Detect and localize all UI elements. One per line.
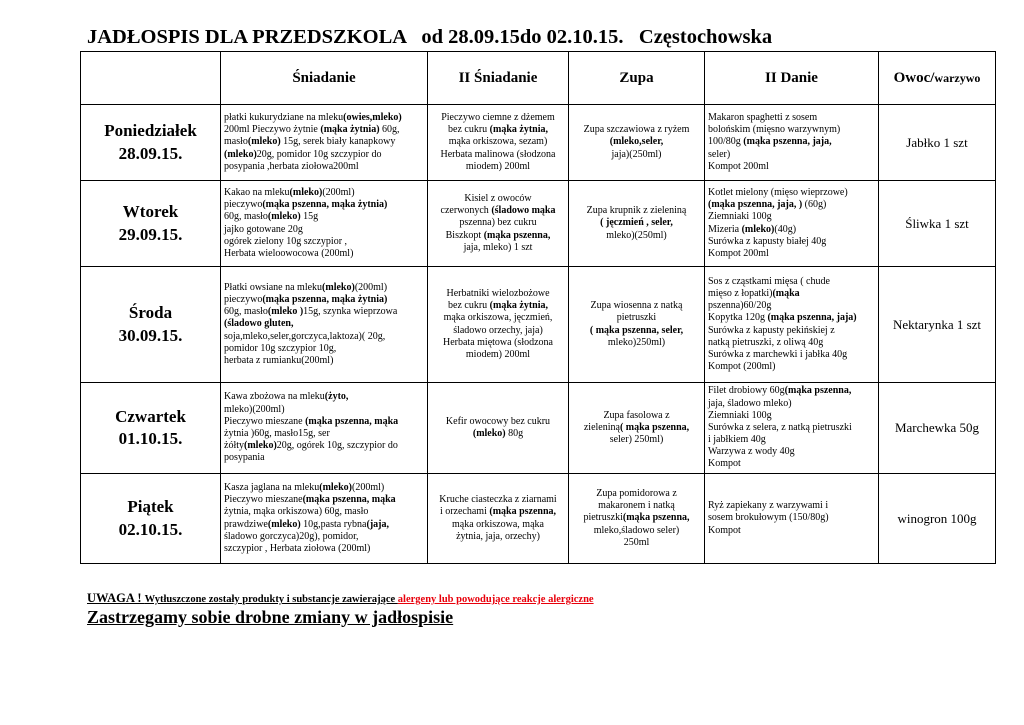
- day-name: Środa: [128, 303, 173, 323]
- menu-line: Kasza jaglana na mleku(mleko)(200ml): [224, 481, 385, 493]
- day-cell: [81, 474, 221, 564]
- soup-cell: [569, 105, 705, 181]
- menu-line: 60g, masło(mleko) 15g: [224, 211, 319, 223]
- menu-line: jajko gotowane 20g: [224, 223, 303, 235]
- menu-line: Warzywa z wody 40g: [708, 446, 795, 458]
- menu-line: i jabłkiem 40g: [708, 434, 766, 446]
- second-course-cell: [705, 474, 879, 564]
- menu-line: mleko)(200ml): [224, 403, 285, 415]
- allergen-warning: [87, 591, 594, 606]
- menu-line: Pieczywo ciemne z dżemem: [441, 112, 555, 124]
- menu-line: ( mąka pszenna, seler,: [589, 324, 684, 336]
- menu-line: pietruszki(mąka pszenna,: [583, 512, 690, 524]
- day-date: 29.09.15.: [118, 224, 183, 244]
- menu-line: Pieczywo mieszane(mąka pszenna, mąka: [224, 494, 396, 506]
- header-fruit-main: Owoc/: [893, 69, 935, 86]
- menu-line: 200ml Pieczywo żytnie (mąka żytnia) 60g,: [224, 124, 400, 136]
- menu-line: Kopytka 120g (mąka pszenna, jaja): [708, 312, 857, 324]
- menu-line: Sos z cząstkami mięsa ( chude: [708, 275, 830, 287]
- menu-line: Kakao na mleku(mleko)(200ml): [224, 186, 355, 198]
- menu-line: Kisiel z owoców: [464, 193, 532, 205]
- menu-line: mąka orkiszowa, mąka: [452, 518, 544, 530]
- header-fruit-small: warzywo: [934, 70, 981, 85]
- breakfast-cell: [221, 181, 428, 267]
- menu-line: jaja, mleko) 1 szt: [463, 241, 533, 253]
- menu-line: mleko)250ml): [607, 336, 666, 348]
- menu-line: zieleniną( mąka pszenna,: [583, 421, 690, 433]
- menu-line: czerwonych (śladowo mąka: [440, 205, 556, 217]
- menu-line: Kefir owocowy bez cukru: [445, 415, 551, 427]
- menu-line: natką pietruszki, z oliwą 40g: [708, 336, 824, 348]
- header-day: [81, 52, 221, 105]
- menu-line: płatki kukurydziane na mleku(owies,mleko): [224, 112, 402, 124]
- day-cell: [81, 105, 221, 181]
- menu-line: ogórek zielony 10g szczypior ,: [224, 235, 348, 247]
- menu-line: miodem) 200ml: [465, 348, 531, 360]
- menu-line: prawdziwe(mleko) 10g,pasta rybna(jaja,: [224, 518, 389, 530]
- menu-line: żytnia, mąka orkiszowa) 60g, masło: [224, 506, 369, 518]
- menu-line: Pieczywo mieszane (mąka pszenna, mąka: [224, 415, 399, 427]
- menu-line: pszenna)60/20g: [708, 300, 772, 312]
- menu-line: mięso z łopatki)(mąka: [708, 287, 800, 299]
- menu-line: i orzechami (mąka pszenna,: [439, 506, 557, 518]
- menu-line: Kompot: [708, 524, 741, 536]
- soup-cell: [569, 181, 705, 267]
- second-breakfast-cell: [428, 181, 569, 267]
- menu-line: żytnia, jaja, orzechy): [456, 530, 540, 542]
- menu-line: Makaron spaghetti z sosem: [708, 112, 818, 124]
- menu-line: 250ml: [623, 536, 650, 548]
- menu-line: pieczywo(mąka pszenna, mąka żytnia): [224, 294, 388, 306]
- breakfast-cell: [221, 267, 428, 383]
- menu-line: Ziemniaki 100g: [708, 409, 772, 421]
- menu-line: Ziemniaki 100g: [708, 211, 772, 223]
- menu-line: ( jęczmień , seler,: [600, 217, 673, 229]
- table-row: [81, 474, 996, 564]
- day-name: Piątek: [127, 497, 174, 517]
- header-row: [81, 52, 996, 105]
- fruit-cell: Śliwka 1 szt: [879, 181, 996, 267]
- menu-line: Kompot: [708, 458, 741, 470]
- menu-line: bolońskim (mięsno warzywnym): [708, 124, 841, 136]
- menu-line: (mąka pszenna, jaja, ) (60g): [708, 199, 827, 211]
- menu-line: jaja, śladowo mleko): [708, 397, 792, 409]
- menu-line: pszenna) bez cukru: [459, 217, 537, 229]
- warning-label: UWAGA !: [87, 591, 145, 605]
- warning-highlight: alergeny lub powodujące reakcje alergiczne: [397, 594, 594, 605]
- menu-line: Herbata wieloowocowa (200ml): [224, 247, 354, 259]
- second-course-cell: [705, 105, 879, 181]
- menu-line: seler) 250ml): [609, 434, 664, 446]
- menu-line: Surówka z marchewki i jabłka 40g: [708, 348, 848, 360]
- menu-line: Herbata malinowa (słodzona: [440, 148, 556, 160]
- menu-line: Zupa szczawiowa z ryżem: [583, 124, 690, 136]
- menu-line: (mleko) 80g: [472, 428, 524, 439]
- second-breakfast-cell: [428, 474, 569, 564]
- header-breakfast: Śniadanie: [221, 52, 428, 105]
- menu-line: Surówka z kapusty białej 40g: [708, 235, 827, 247]
- day-cell: [81, 267, 221, 383]
- day-date: 02.10.15.: [118, 519, 183, 539]
- fruit-cell: Marchewka 50g: [879, 383, 996, 474]
- menu-line: Płatki owsiane na mleku(mleko)(200ml): [224, 281, 388, 293]
- menu-line: miodem) 200ml: [465, 160, 531, 172]
- table-row: [81, 383, 996, 474]
- fruit-cell: Nektarynka 1 szt: [879, 267, 996, 383]
- second-course-cell: [705, 181, 879, 267]
- menu-line: Zupa krupnik z zieleniną: [586, 205, 687, 217]
- second-course-cell: [705, 267, 879, 383]
- menu-line: mąka orkiszowa, jęczmień,: [443, 312, 553, 324]
- day-date: 30.09.15.: [118, 325, 183, 345]
- menu-line: Herbatniki wielozbożowe: [446, 287, 550, 299]
- menu-line: mleko)(250ml): [606, 229, 667, 241]
- menu-line: (mleko,seler,: [609, 136, 664, 148]
- menu-line: Zupa pomidorowa z: [596, 488, 677, 500]
- breakfast-cell: [221, 383, 428, 474]
- table-row: [81, 267, 996, 383]
- warning-text: Wytłuszczone zostały produkty i substancje zawierające: [144, 594, 398, 605]
- soup-cell: [569, 383, 705, 474]
- breakfast-cell: [221, 105, 428, 181]
- second-breakfast-cell: [428, 105, 569, 181]
- menu-line: pietruszki: [616, 312, 657, 324]
- menu-line: posypania: [224, 452, 265, 464]
- day-name: Wtorek: [122, 202, 179, 222]
- menu-line: Herbata miętowa (słodzona: [443, 336, 553, 348]
- table-row: [81, 181, 996, 267]
- reservation-note: Zastrzegamy sobie drobne zmiany w jadłospisie: [87, 607, 454, 627]
- soup-cell: [569, 267, 705, 383]
- day-name: Czwartek: [115, 406, 186, 426]
- menu-line: Filet drobiowy 60g(mąka pszenna,: [708, 385, 852, 397]
- menu-line: makaronem i natką: [598, 500, 675, 512]
- day-date: 28.09.15.: [118, 143, 183, 163]
- menu-line: żółty(mleko)20g, ogórek 10g, szczypior do: [224, 440, 398, 452]
- second-breakfast-cell: [428, 383, 569, 474]
- fruit-cell: winogron 100g: [879, 474, 996, 564]
- menu-table: [80, 51, 996, 564]
- menu-line: pomidor 10g szczypior 10g,: [224, 342, 337, 354]
- menu-line: Surówka z kapusty pekińskiej z: [708, 324, 835, 336]
- menu-line: (mleko)20g, pomidor 10g szczypior do: [224, 148, 382, 160]
- menu-line: sosem brokułowym (150/80g): [708, 512, 829, 524]
- menu-line: Zupa wiosenna z natką: [590, 300, 683, 312]
- menu-line: posypania ,herbata ziołowa200ml: [224, 160, 359, 172]
- menu-line: Kompot (200ml): [708, 361, 776, 373]
- soup-cell: [569, 474, 705, 564]
- second-course-cell: [705, 383, 879, 474]
- menu-line: Kompot 200ml: [708, 160, 769, 172]
- menu-line: Kotlet mielony (mięso wieprzowe): [708, 186, 848, 198]
- menu-line: Ryż zapiekany z warzywami i: [708, 500, 829, 512]
- menu-line: bez cukru (mąka żytnia,: [448, 124, 548, 136]
- menu-line: Kompot 200ml: [708, 247, 769, 259]
- menu-line: żytnia )60g, masło15g, ser: [224, 428, 330, 439]
- breakfast-cell: [221, 474, 428, 564]
- menu-line: herbata z rumianku(200ml): [224, 354, 334, 366]
- day-cell: [81, 383, 221, 474]
- menu-line: śladowo orzechy, jaja): [453, 324, 543, 336]
- menu-line: Zupa fasolowa z: [603, 409, 670, 421]
- fruit-cell: Jabłko 1 szt: [879, 105, 996, 181]
- day-cell: [81, 181, 221, 267]
- menu-line: seler): [708, 148, 731, 160]
- menu-line: Kruche ciasteczka z ziarnami: [439, 494, 557, 506]
- menu-line: Mizeria (mleko)(40g): [708, 223, 797, 235]
- header-fruit: [879, 52, 996, 105]
- header-second-breakfast: II Śniadanie: [428, 52, 569, 105]
- header-soup: Zupa: [569, 52, 705, 105]
- menu-line: szczypior , Herbata ziołowa (200ml): [224, 542, 371, 554]
- header-second-course: II Danie: [705, 52, 879, 105]
- table-row: [81, 105, 996, 181]
- menu-line: 100/80g (mąka pszenna, jaja,: [708, 136, 832, 148]
- menu-line: Kawa zbożowa na mleku(żyto,: [224, 391, 349, 403]
- menu-line: jaja)(250ml): [611, 148, 662, 160]
- menu-line: 60g, masło(mleko )15g, szynka wieprzowa: [224, 306, 398, 318]
- menu-line: pieczywo(mąka pszenna, mąka żytnia): [224, 199, 388, 211]
- menu-line: soja,mleko,seler,gorczyca,laktoza)( 20g,: [224, 330, 386, 342]
- day-date: 01.10.15.: [118, 429, 183, 448]
- menu-line: śladowo gorczyca)20g), pomidor,: [224, 530, 359, 542]
- menu-line: Biszkopt (mąka pszenna,: [445, 229, 551, 241]
- day-name: Poniedziałek: [104, 121, 197, 141]
- menu-line: bez cukru (mąka żytnia,: [448, 300, 548, 312]
- second-breakfast-cell: [428, 267, 569, 383]
- menu-line: (śladowo gluten,: [224, 318, 294, 330]
- page-title: JADŁOSPIS DLA PRZEDSZKOLA od 28.09.15do 02.10.15. Częstochowska: [87, 26, 773, 48]
- menu-line: mąka orkiszowa, sezam): [448, 136, 548, 148]
- menu-line: masło(mleko) 15g, serek biały kanapkowy: [224, 136, 396, 148]
- menu-line: mleko,śladowo seler): [593, 524, 680, 536]
- menu-line: Surówka z selera, z natką pietruszki: [708, 421, 852, 433]
